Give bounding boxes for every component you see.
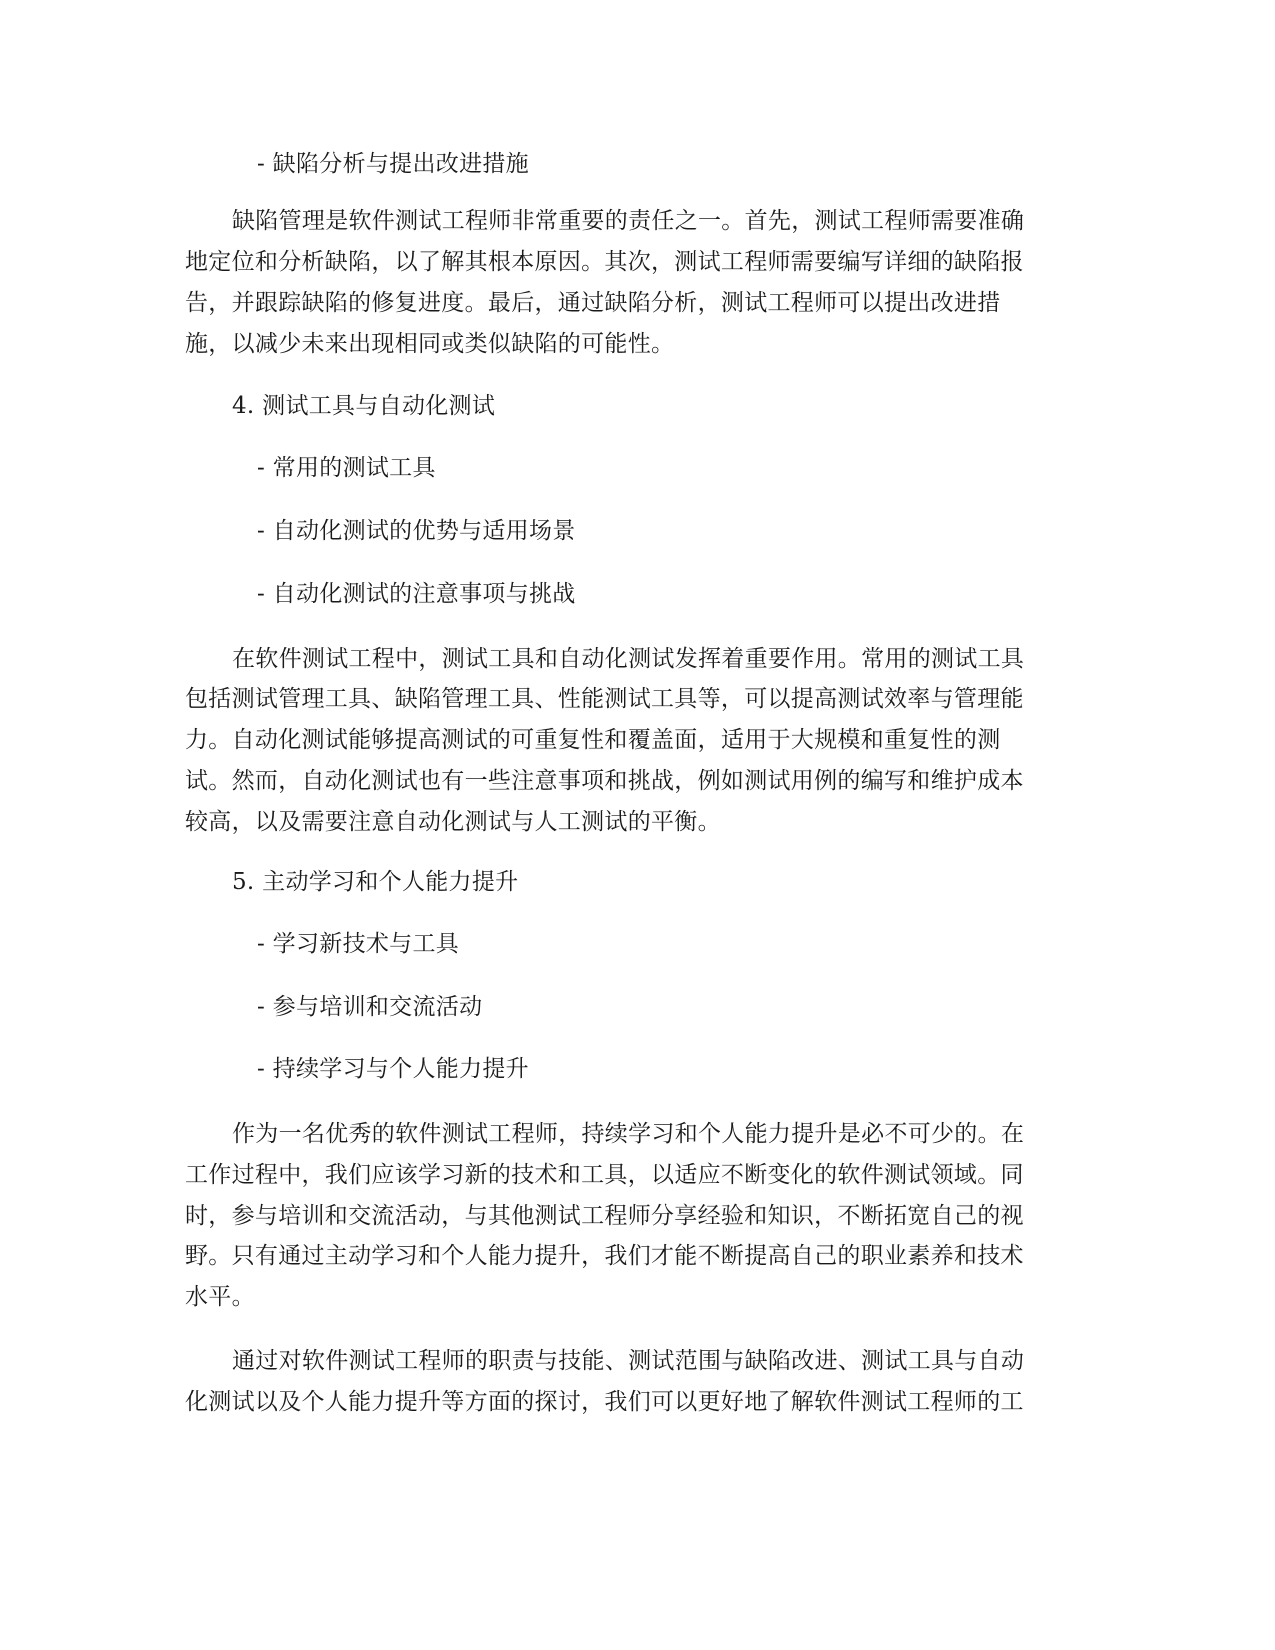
paragraph-line: 通过对软件测试工程师的职责与技能、测试范围与缺陷改进、测试工具与自动 <box>232 1348 1025 1374</box>
bullet-common-tools: - 常用的测试工具 <box>257 455 436 481</box>
bullet-training-exchange: - 参与培训和交流活动 <box>257 994 483 1020</box>
paragraph-line: 力。自动化测试能够提高测试的可重复性和覆盖面，适用于大规模和重复性的测 <box>185 727 1001 753</box>
paragraph-line: 时，参与培训和交流活动，与其他测试工程师分享经验和知识，不断拓宽自己的视 <box>185 1203 1024 1229</box>
paragraph-line: 化测试以及个人能力提升等方面的探讨，我们可以更好地了解软件测试工程师的工 <box>185 1389 1024 1415</box>
paragraph-line: 告，并跟踪缺陷的修复进度。最后，通过缺陷分析，测试工程师可以提出改进措 <box>185 290 1001 316</box>
paragraph-line: 包括测试管理工具、缺陷管理工具、性能测试工具等，可以提高测试效率与管理能 <box>185 686 1024 712</box>
bullet-learn-new-tech: - 学习新技术与工具 <box>257 931 460 957</box>
paragraph-line: 地定位和分析缺陷，以了解其根本原因。其次，测试工程师需要编写详细的缺陷报 <box>185 249 1024 275</box>
section-heading-5: 5. 主动学习和个人能力提升 <box>232 869 519 895</box>
paragraph-line: 工作过程中，我们应该学习新的技术和工具，以适应不断变化的软件测试领域。同 <box>185 1162 1024 1188</box>
paragraph-line: 试。然而，自动化测试也有一些注意事项和挑战，例如测试用例的编写和维护成本 <box>185 768 1024 794</box>
bullet-automation-advantages: - 自动化测试的优势与适用场景 <box>257 518 576 544</box>
paragraph-line: 在软件测试工程中，测试工具和自动化测试发挥着重要作用。常用的测试工具 <box>232 646 1025 672</box>
section-heading-4: 4. 测试工具与自动化测试 <box>232 393 496 419</box>
bullet-continuous-learning: - 持续学习与个人能力提升 <box>257 1056 529 1082</box>
paragraph-line: 水平。 <box>185 1284 255 1310</box>
paragraph-line: 作为一名优秀的软件测试工程师，持续学习和个人能力提升是必不可少的。在 <box>232 1121 1025 1147</box>
paragraph-line: 野。只有通过主动学习和个人能力提升，我们才能不断提高自己的职业素养和技术 <box>185 1243 1024 1269</box>
paragraph-line: 较高，以及需要注意自动化测试与人工测试的平衡。 <box>185 809 721 835</box>
paragraph-line: 施，以减少未来出现相同或类似缺陷的可能性。 <box>185 331 675 357</box>
paragraph-line: 缺陷管理是软件测试工程师非常重要的责任之一。首先，测试工程师需要准确 <box>232 208 1025 234</box>
bullet-automation-challenges: - 自动化测试的注意事项与挑战 <box>257 581 576 607</box>
bullet-defect-analysis: - 缺陷分析与提出改进措施 <box>257 151 529 177</box>
